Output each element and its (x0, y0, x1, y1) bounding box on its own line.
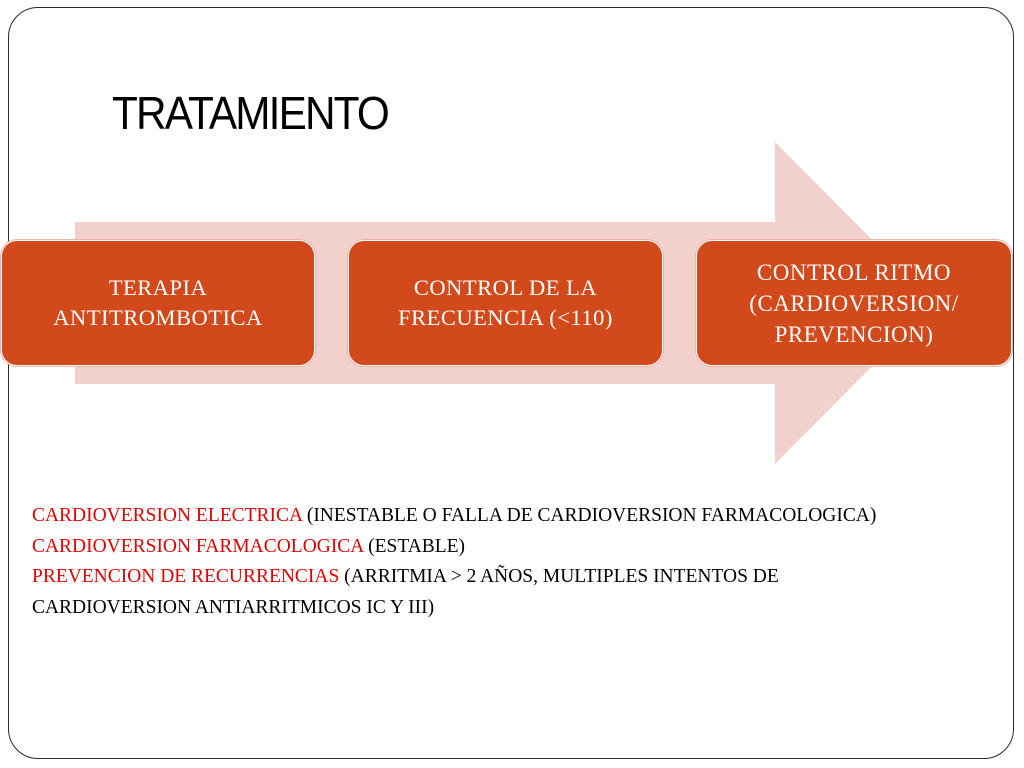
note-electrical-cardioversion (32, 500, 916, 531)
step-2-line-2: FRECUENCIA (<110) (398, 305, 613, 330)
step-1-line-1: TERAPIA (108, 275, 208, 300)
step-box-terapia-antitrombotica (1, 240, 315, 366)
step-3-line-3: PREVENCION) (774, 321, 934, 347)
step-label (388, 273, 623, 333)
note-highlight: CARDIOVERSION ELECTRICA (32, 504, 302, 526)
note-text: (ARRITMIA > 2 AÑOS, MULTIPLES INTENTOS DE CARDIOVERSION ANTIARRITMICOS IC Y III) (32, 565, 779, 618)
note-recurrence-prevention (32, 561, 916, 622)
step-box-control-ritmo (696, 240, 1012, 366)
note-pharmacological-cardioversion (32, 531, 916, 562)
step-label (43, 273, 273, 333)
step-3-line-2: (CARDIOVERSION/ (749, 290, 959, 316)
treatment-notes (32, 500, 916, 622)
step-1-line-2: ANTITROMBOTICA (53, 305, 263, 330)
step-3-line-1: CONTROL RITMO (756, 259, 952, 285)
slide-title: TRATAMIENTO (112, 87, 388, 139)
step-box-control-frecuencia (348, 240, 663, 366)
note-highlight: CARDIOVERSION FARMACOLOGICA (32, 534, 364, 557)
note-highlight: PREVENCION DE RECURRENCIAS (32, 565, 340, 587)
step-2-line-1: CONTROL DE LA (413, 275, 598, 300)
note-text: (INESTABLE O FALLA DE CARDIOVERSION FARMACOLOGICA) (301, 504, 877, 526)
step-label (739, 257, 968, 350)
note-text: (ESTABLE) (363, 534, 466, 557)
